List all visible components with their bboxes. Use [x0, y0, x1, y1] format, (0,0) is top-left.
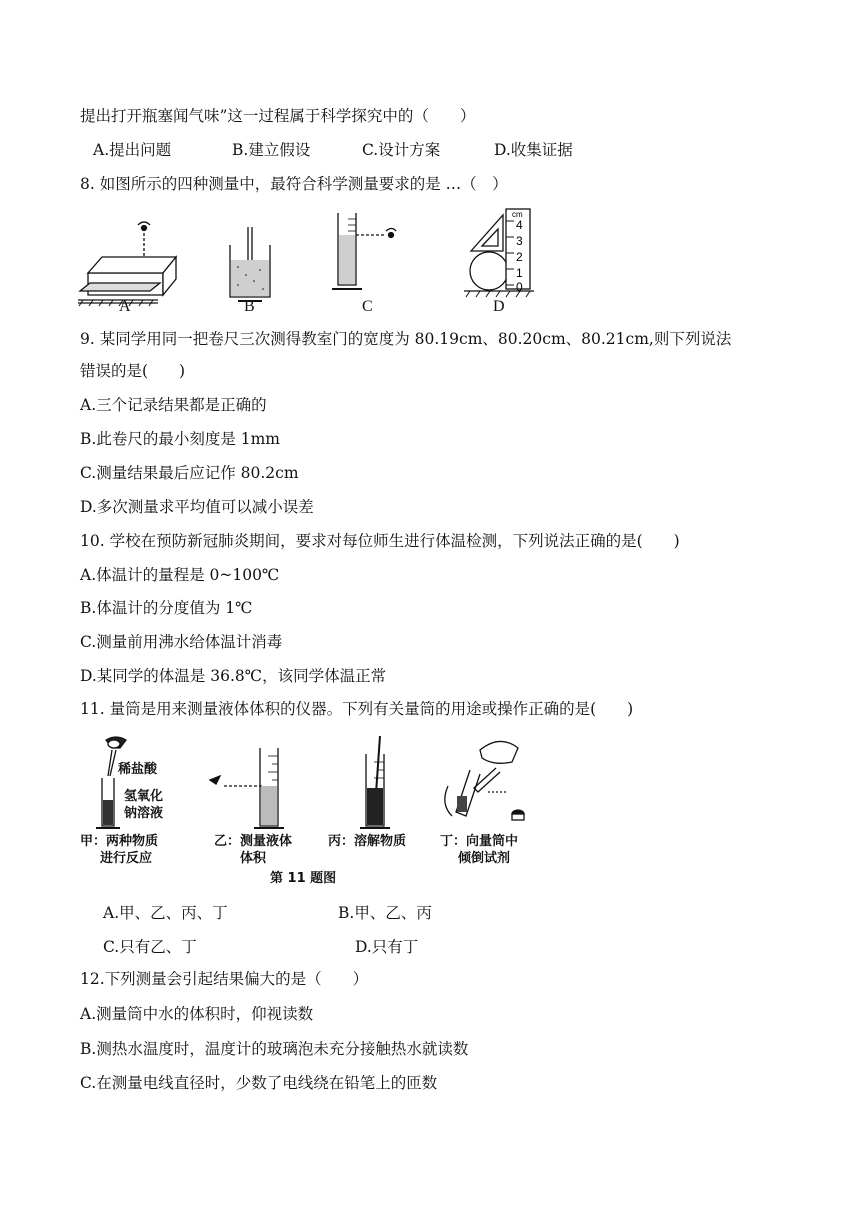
q11-acid-label: 稀盐酸	[118, 762, 158, 777]
q11-jia-line2: 进行反应	[100, 851, 153, 866]
q10-option-d: D.某同学的体温是 36.8℃，该同学体温正常	[80, 667, 387, 685]
q7-stem-tail: 提出打开瓶塞闻气味”这一过程属于科学探究中的（ ）	[80, 107, 476, 125]
q11-figure-bing	[360, 736, 390, 828]
q11-option-a: A.甲、乙、丙、丁	[103, 904, 228, 922]
q9-option-d: D.多次测量求平均值可以减小误差	[80, 498, 314, 516]
q9-stem-line1: 9. 某同学用同一把卷尺三次测得教室门的宽度为 80.19cm、80.20cm、80.21cm,则下列说法	[80, 330, 732, 348]
q9-option-c: C.测量结果最后应记作 80.2cm	[80, 464, 299, 482]
q11-figure	[78, 730, 538, 890]
q12-option-b: B.测热水温度时，温度计的玻璃泡未充分接触热水就读数	[80, 1040, 469, 1058]
q7-option-a: A.提出问题	[93, 141, 172, 159]
q11-jia-line1: 甲：两种物质	[80, 834, 159, 849]
q8-tick-2: 2	[516, 250, 523, 264]
q11-figure-ding	[445, 741, 524, 820]
q8-tick-0: 0	[516, 280, 523, 294]
q11-option-d: D.只有丁	[355, 938, 419, 956]
q7-option-c: C.设计方案	[362, 141, 441, 159]
q11-base-label-1: 氢氧化	[124, 789, 164, 804]
q11-figure-jia	[96, 737, 126, 828]
q8-tick-1: 1	[516, 266, 523, 280]
q8-stem: 8. 如图所示的四种测量中，最符合科学测量要求的是 …（ ）	[80, 175, 508, 193]
q8-label-a: A	[119, 298, 131, 315]
q8-figure-a	[78, 222, 176, 306]
q11-option-b: B.甲、乙、丙	[338, 904, 432, 922]
q8-figure	[78, 205, 558, 315]
q11-options-row2	[0, 937, 860, 957]
q11-option-c: C.只有乙、丁	[103, 938, 197, 956]
q9-option-a: A.三个记录结果都是正确的	[80, 396, 267, 414]
q8-ruler-unit: cm	[512, 210, 523, 219]
q11-ding-line2: 倾倒试剂	[458, 851, 511, 866]
q11-figure-yi	[210, 748, 284, 828]
q11-stem: 11. 量筒是用来测量液体体积的仪器。下列有关量筒的用途或操作正确的是( )	[80, 700, 634, 718]
q7-option-b: B.建立假设	[232, 141, 311, 159]
q12-stem: 12.下列测量会引起结果偏大的是（ ）	[80, 970, 369, 988]
q10-option-b: B.体温计的分度值为 1℃	[80, 599, 253, 617]
q8-tick-4: 4	[516, 218, 523, 232]
q11-figure-title: 第 11 题图	[270, 871, 337, 886]
q8-figure-d	[464, 209, 534, 297]
q11-options-row1	[0, 903, 860, 923]
q7-option-d: D.收集证据	[494, 141, 573, 159]
q7-options	[0, 140, 860, 160]
q8-label-c: C	[362, 298, 373, 315]
q8-tick-3: 3	[516, 234, 523, 248]
q11-bing-label: 丙：溶解物质	[328, 834, 407, 849]
q8-figure-b	[230, 227, 270, 301]
q11-yi-line1: 乙：测量液体	[214, 834, 293, 849]
q12-option-a: A.测量筒中水的体积时，仰视读数	[80, 1005, 314, 1023]
q9-option-b: B.此卷尺的最小刻度是 1mm	[80, 430, 281, 448]
q8-label-d: D	[493, 298, 505, 315]
q10-option-a: A.体温计的量程是 0~100℃	[80, 566, 280, 584]
q10-stem: 10. 学校在预防新冠肺炎期间，要求对每位师生进行体温检测，下列说法正确的是( )	[80, 532, 680, 550]
q8-figure-c	[332, 213, 396, 289]
q12-option-c: C.在测量电线直径时，少数了电线绕在铅笔上的匝数	[80, 1074, 438, 1092]
q11-base-label-2: 钠溶液	[124, 806, 164, 821]
q10-option-c: C.测量前用沸水给体温计消毒	[80, 633, 283, 651]
q8-label-b: B	[244, 298, 255, 315]
q9-stem-line2: 错误的是( )	[80, 362, 186, 380]
q11-ding-line1: 丁：向量筒中	[440, 834, 519, 849]
q11-yi-line2: 体积	[240, 851, 267, 866]
